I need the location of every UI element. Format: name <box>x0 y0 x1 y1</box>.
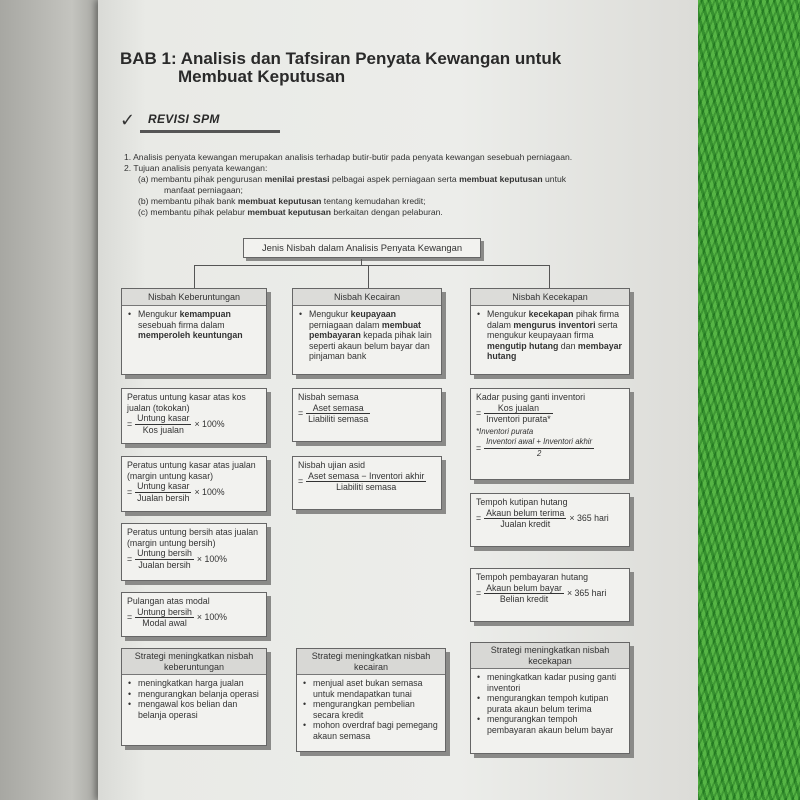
formula-untung-kasar-kos: Peratus untung kasar atas kos jualan (tokokan) = $\frac{\text{Untung kasar}}{\text{Kos jualan}}$ × 100% <box>121 388 267 444</box>
keberuntungan-head: Nisbah Keberuntungan <box>122 289 266 306</box>
formula-kutipan-hutang: Tempoh kutipan hutang = $\frac{\text{Akaun belum terima}}{\text{Jualan kredit}}$ × 365 hari <box>470 493 630 547</box>
kecekapan-card: Nisbah Kecekapan • Mengukur kecekapan pihak firma dalam mengurus inventori serta mengukur keupayaan firma mengutip hutang dan membayar hutang <box>470 288 630 375</box>
revisi-spm-header <box>120 108 260 134</box>
kecekapan-head: Nisbah Kecekapan <box>471 289 629 306</box>
strategi-kecairan: Strategi meningkatkan nisbah kecairan • menjual aset bukan semasa untuk mendapatkan tunai • mengurangkan pembelian secara kredit • mohon overdraf bagi pemegang akaun semasa <box>296 648 446 752</box>
connector <box>368 265 369 288</box>
formula-nisbah-semasa: Nisbah semasa = $\frac{\text{Aset semasa}}{\text{Liabiliti semasa}}$ <box>292 388 442 442</box>
keberuntungan-card: Nisbah Keberuntungan • Mengukur kemampuan sesebuah firma dalam memperoleh keuntungan <box>121 288 267 375</box>
kecairan-card: Nisbah Kecairan • Mengukur keupayaan perniagaan dalam membuat pembayaran kepada pihak lain seperti akaun belum bayar dan pinjaman bank <box>292 288 442 375</box>
intro-text: 1. Analisis penyata kewangan merupakan analisis terhadap butir-butir pada penyata kewangan sesebuah perniagaan. 2. Tujuan analisis penyata kewangan: (a) membantu pihak pengurusan menilai prestasi pelbagai aspek perniagaan serta membuat keputusan untuk manfaat perniagaan; (b) membantu pihak bank membuat keputusan tentang kemudahan kredit; (c) membantu pihak pelabur membuat keputusan berkaitan dengan pelaburan. <box>124 152 573 217</box>
kecairan-head: Nisbah Kecairan <box>293 289 441 306</box>
section-rule <box>140 130 280 133</box>
strategi-keberuntungan: Strategi meningkatkan nisbah keberuntungan • meningkatkan harga jualan • mengurangkan belanja operasi • mengawal kos belian dan belanja operasi <box>121 648 267 746</box>
strategi-kecekapan: Strategi meningkatkan nisbah kecekapan • meningkatkan kadar pusing ganti inventori • mengurangkan tempoh kutipan purata akaun belum terima • mengurangkan tempoh pembayaran akaun belum bayar <box>470 642 630 754</box>
formula-pulangan-modal: Pulangan atas modal = $\frac{\text{Untung bersih}}{\text{Modal awal}}$ × 100% <box>121 592 267 637</box>
page-title: BAB 1: Analisis dan Tafsiran Penyata Kewangan untuk Membuat Keputusan <box>120 49 562 86</box>
diagram-root: Jenis Nisbah dalam Analisis Penyata Kewangan <box>243 238 481 258</box>
connector <box>194 265 549 266</box>
check-icon: ✓ <box>120 110 136 130</box>
connector <box>194 265 195 288</box>
formula-ujian-asid: Nisbah ujian asid = $\frac{\text{Aset semasa − Inventori akhir}}{\text{Liabiliti semasa}}$ <box>292 456 442 510</box>
formula-margin-untung-bersih: Peratus untung bersih atas jualan (margin untung bersih) = $\frac{\text{Untung bersih}}{\text{Jualan bersih}}$ × 100% <box>121 523 267 581</box>
formula-pusing-ganti: Kadar pusing ganti inventori = $\frac{\text{Kos jualan}}{\text{Inventori purata*}}$ *Inventori purata = $\frac{\text{Inventori awal + Inventori akhir}}{2}$ <box>470 388 630 480</box>
formula-pembayaran-hutang: Tempoh pembayaran hutang = $\frac{\text{Akaun belum bayar}}{\text{Belian kredit}}$ × 365 hari <box>470 568 630 622</box>
grass-background <box>690 0 800 800</box>
section-label: REVISI SPM <box>148 112 220 126</box>
connector <box>549 265 550 288</box>
formula-margin-untung-kasar: Peratus untung kasar atas jualan (margin untung kasar) = $\frac{\text{Untung kasar}}{\text{Jualan bersih}}$ × 100% <box>121 456 267 512</box>
book-page <box>98 0 698 800</box>
